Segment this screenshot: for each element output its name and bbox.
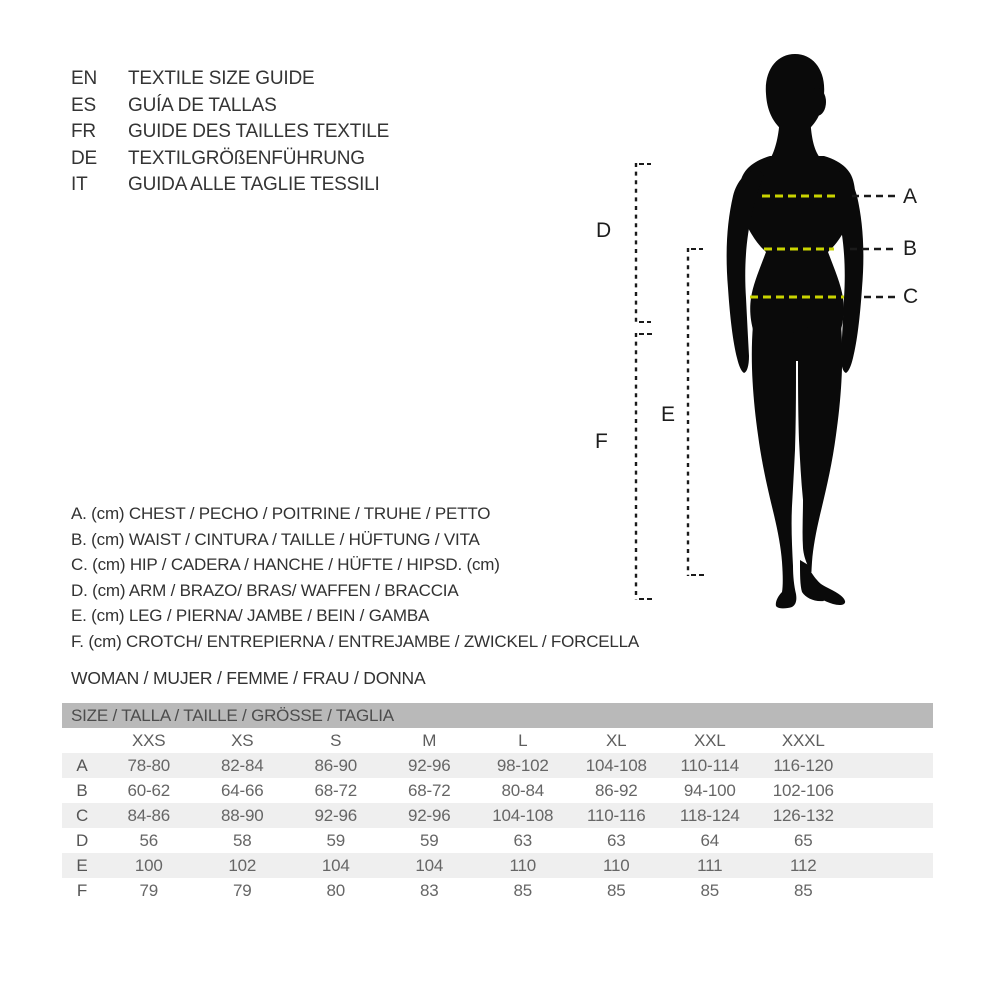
- cell: 110-114: [680, 755, 739, 775]
- cell: 64: [700, 830, 719, 850]
- cell: 68-72: [314, 780, 357, 800]
- figure-label-leg: E: [661, 403, 676, 426]
- cell: 92-96: [314, 805, 357, 825]
- row-label: F: [76, 880, 88, 900]
- cell: 86-90: [314, 755, 357, 775]
- figure-label-arm: D: [596, 219, 612, 242]
- cell: 59: [419, 830, 439, 850]
- cell: 79: [139, 880, 158, 900]
- size-table-title-band: [62, 703, 933, 728]
- cell: 104: [415, 855, 444, 875]
- filler-cell: [850, 828, 933, 853]
- cell: 80: [326, 880, 345, 900]
- size-header-spacer: [62, 728, 102, 753]
- lang-title: TEXTILGRÖßENFÜHRUNG: [128, 147, 365, 169]
- legend-arm: D. (cm) ARM / BRAZO/ BRAS/ WAFFEN / BRACCIA: [71, 580, 459, 600]
- filler-cell: [850, 803, 933, 828]
- cell: 92-96: [408, 805, 451, 825]
- lang-title: TEXTILE SIZE GUIDE: [128, 68, 315, 89]
- lang-title: GUIDA ALLE TAGLIE TESSILI: [128, 174, 380, 195]
- filler-cell: [850, 753, 933, 778]
- cell: 110: [509, 855, 536, 875]
- cell: 112: [789, 855, 817, 875]
- cell: 82-84: [221, 755, 264, 775]
- cell: 98-102: [496, 755, 549, 775]
- size-header-row: [62, 728, 933, 753]
- size-table: [62, 728, 933, 903]
- lang-title: GUÍA DE TALLAS: [128, 94, 277, 116]
- cell: 85: [793, 880, 813, 900]
- cell: 78-80: [127, 755, 170, 775]
- cell: 83: [419, 880, 439, 900]
- size-header-s: S: [330, 730, 342, 750]
- cell: 86-92: [595, 780, 638, 800]
- table-row-leg: [62, 853, 933, 878]
- row-label: E: [76, 855, 88, 875]
- cell: 104-108: [492, 805, 554, 825]
- table-row-arm: [62, 828, 933, 853]
- row-label: C: [75, 805, 89, 825]
- row-label: D: [75, 830, 89, 850]
- dimension-line-group: [636, 163, 688, 600]
- cell: 104-108: [585, 755, 647, 775]
- woman-silhouette: [727, 54, 864, 608]
- legend-leg: E. (cm) LEG / PIERNA/ JAMBE / BEIN / GAMBA: [71, 606, 430, 626]
- size-header-xxl: XXL: [693, 730, 726, 750]
- size-header-m: M: [422, 730, 437, 750]
- legend-crotch: F. (cm) CROTCH/ ENTREPIERNA / ENTREJAMBE / ZWICKEL / FORCELLA: [71, 631, 640, 651]
- cell: 100: [134, 855, 163, 875]
- cell: 94-100: [683, 780, 736, 800]
- cell: 104: [321, 855, 350, 875]
- cell: 85: [700, 880, 719, 900]
- cell: 65: [793, 830, 813, 850]
- lang-code: FR: [71, 121, 96, 142]
- filler-cell: [850, 853, 933, 878]
- lang-code: IT: [71, 174, 88, 195]
- figure-label-chest: A: [903, 185, 918, 208]
- lang-title: GUIDE DES TAILLES TEXTILE: [128, 121, 390, 142]
- cell: 80-84: [501, 780, 544, 800]
- table-row-crotch: [62, 878, 933, 903]
- cell: 58: [232, 830, 252, 850]
- row-label: A: [76, 755, 88, 775]
- size-table-title: SIZE / TALLA / TAILLE / GRÖSSE / TAGLIA: [71, 706, 394, 725]
- cell: 126-132: [772, 805, 834, 825]
- row-label: B: [76, 780, 88, 800]
- cell: 63: [513, 830, 532, 850]
- cell: 68-72: [408, 780, 451, 800]
- filler-cell: [850, 778, 933, 803]
- figure-label-waist: B: [903, 237, 918, 260]
- cell: 92-96: [408, 755, 451, 775]
- audience-label: WOMAN / MUJER / FEMME / FRAU / DONNA: [71, 668, 426, 688]
- cell: 110: [602, 855, 630, 875]
- legend-chest: A. (cm) CHEST / PECHO / POITRINE / TRUHE / PETTO: [71, 504, 491, 523]
- figure-label-hip: C: [903, 285, 919, 308]
- silhouette-left-leg: [752, 325, 797, 608]
- lang-code: EN: [71, 68, 97, 89]
- cell: 118-124: [679, 805, 740, 825]
- size-header-xl: XL: [606, 730, 627, 750]
- cell: 102-106: [772, 780, 834, 800]
- cell: 79: [232, 880, 252, 900]
- cell: 63: [606, 830, 626, 850]
- table-row-hip: [62, 803, 933, 828]
- size-header-l: L: [518, 730, 528, 750]
- size-table-section: [62, 703, 933, 903]
- cell: 84-86: [127, 805, 170, 825]
- cell: 110-116: [587, 805, 646, 825]
- cell: 64-66: [221, 780, 264, 800]
- filler-cell: [850, 878, 933, 903]
- legend-waist: B. (cm) WAIST / CINTURA / TAILLE / HÜFTUNG / VITA: [71, 529, 480, 549]
- lang-code: DE: [71, 147, 97, 169]
- figure-label-crotch: F: [595, 430, 608, 453]
- size-header-xs: XS: [231, 730, 254, 750]
- cell: 116-120: [773, 755, 834, 775]
- lang-code: ES: [71, 94, 96, 116]
- size-header-spacer: [850, 728, 933, 753]
- dimension-tick-group: [639, 164, 704, 599]
- silhouette-hair: [808, 88, 826, 116]
- cell: 56: [139, 830, 158, 850]
- cell: 59: [326, 830, 345, 850]
- cell: 60-62: [127, 780, 170, 800]
- table-row-chest: [62, 753, 933, 778]
- cell: 85: [606, 880, 626, 900]
- size-header-xxs: XXS: [132, 730, 166, 750]
- cell: 102: [228, 855, 257, 875]
- cell: 111: [697, 855, 723, 875]
- cell: 85: [513, 880, 532, 900]
- silhouette-right-leg: [798, 325, 845, 605]
- measurement-legend: [71, 501, 639, 655]
- size-header-xxxl: XXXL: [781, 730, 825, 750]
- cell: 88-90: [221, 805, 264, 825]
- table-row-waist: [62, 778, 933, 803]
- legend-hip: C. (cm) HIP / CADERA / HANCHE / HÜFTE / HIPSD. (cm): [71, 555, 500, 575]
